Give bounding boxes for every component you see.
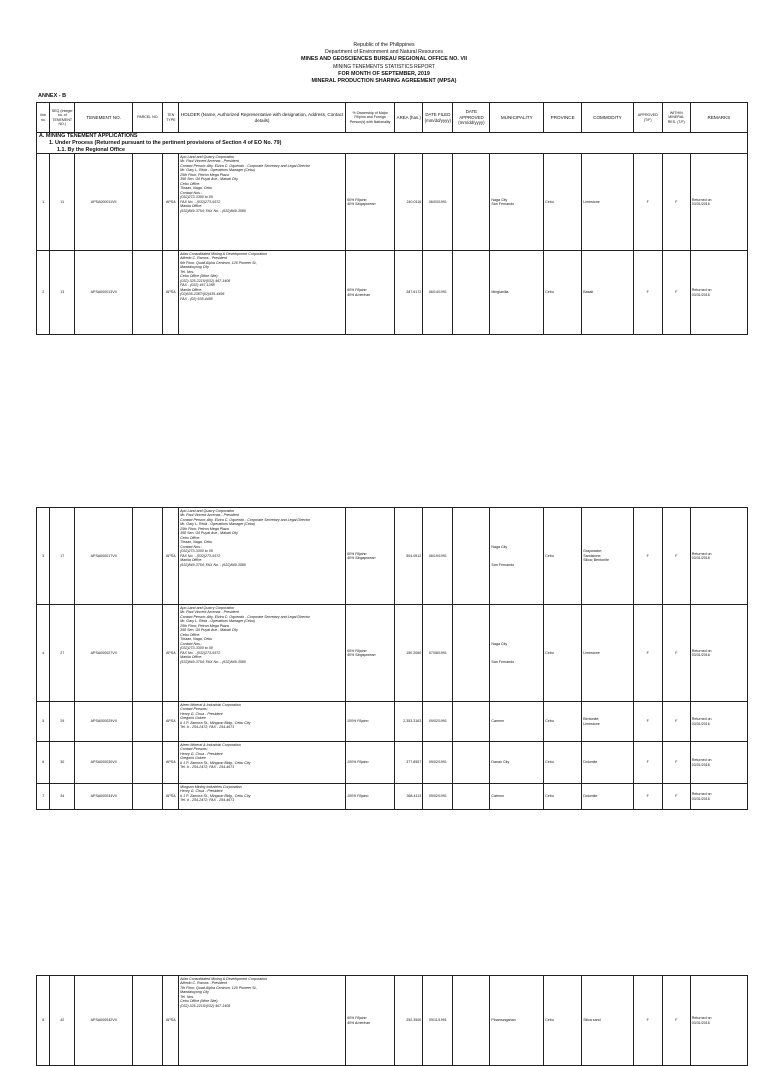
cell-province: Cebu bbox=[544, 605, 582, 702]
cell-approved: F bbox=[633, 742, 662, 784]
col-municipality: MUNICIPALITY bbox=[490, 103, 544, 133]
cell-tenement-no: APSA000027VII bbox=[75, 605, 133, 702]
cell-holder: Mingson Mining Industries Corporation Henry G. Chua - President # 1 P. Zamora St., Mingson Bldg., Cebu City Tel. # - 254-2472; FAX - 254-4671 bbox=[179, 784, 346, 810]
cell-holder: Atlas Consolidated Mining & Development Corporation Alfredo C. Ramos - President 6th Floor, Quad Alpha Centrum, 125 Pioneer St., Mandaluyong City Tel. Nos. Cebu Office (Mine Site): (032) 325-2215/(032) 467-1408 FAX - (032) 467-1288 Manila Office: (02)635-2387/(02)635-4495 FAX - (02) 635-4495 bbox=[179, 251, 346, 335]
col-date-approved: DATE APPROVED (mm/dd/yyyy) bbox=[453, 103, 490, 133]
cell-municipality: Naga City San Fernando bbox=[490, 508, 544, 605]
cell-date-filed: 06/03/1991 bbox=[423, 154, 453, 251]
tenement-table-page-1 bbox=[36, 102, 748, 335]
cell-commodity: Basalt bbox=[582, 251, 634, 335]
cell-tenement-no: APSA000017VII bbox=[75, 508, 133, 605]
cell-province: Cebu bbox=[544, 251, 582, 335]
cell-remarks: Returned on 03/31/2016 bbox=[690, 976, 747, 1066]
cell-commodity: Dolomite bbox=[582, 784, 634, 810]
cell-seq-no: 17 bbox=[50, 508, 75, 605]
cell-date-filed: 09/11/1991 bbox=[423, 976, 453, 1066]
cell-seq-no: 11 bbox=[50, 154, 75, 251]
cell-area: 287.6172 bbox=[395, 251, 423, 335]
cell-commodity: Dolomite bbox=[582, 742, 634, 784]
cell-date-filed: 06/19/1991 bbox=[423, 508, 453, 605]
col-commodity: COMMODITY bbox=[582, 103, 634, 133]
cell-within-res: F bbox=[662, 976, 690, 1066]
cell-line-no: 7 bbox=[37, 784, 50, 810]
cell-ten-type: APSA bbox=[163, 976, 179, 1066]
cell-remarks: Returned on 03/31/2016 bbox=[690, 605, 747, 702]
cell-municipality: Carmen bbox=[490, 702, 544, 742]
table-row bbox=[37, 251, 748, 335]
cell-remarks: Returned on 03/31/2016 bbox=[690, 784, 747, 810]
cell-parcel-no bbox=[133, 251, 163, 335]
cell-within-res: F bbox=[662, 605, 690, 702]
cell-approved: F bbox=[633, 154, 662, 251]
cell-holder: Aleen Mineral & Industrial Corporation Contact Persons: Henry G. Chua - President Gregorio Gokee # 1 P. Zamora St., Mingson Bldg., Cebu City Tel. # - 254-2472; FAX - 254-4671 bbox=[179, 742, 346, 784]
cell-municipality: Naga City San Fernando bbox=[490, 154, 544, 251]
cell-seq-no: 30 bbox=[50, 742, 75, 784]
cell-commodity: Limestone bbox=[582, 154, 634, 251]
col-parcel-no: PARCEL NO. bbox=[133, 103, 163, 133]
cell-area: 150.2060 bbox=[395, 605, 423, 702]
cell-ten-type: APSA bbox=[163, 508, 179, 605]
cell-ten-type: APSA bbox=[163, 742, 179, 784]
cell-parcel-no bbox=[133, 154, 163, 251]
tenement-table-page-2 bbox=[36, 507, 748, 810]
cell-date-filed: 06/14/1991 bbox=[423, 251, 453, 335]
cell-ten-type: APSA bbox=[163, 605, 179, 702]
cell-approved: F bbox=[633, 784, 662, 810]
header-mpsa: MINERAL PRODUCTION SHARING AGREEMENT (MPSA) bbox=[311, 78, 457, 84]
cell-within-res: F bbox=[662, 702, 690, 742]
cell-seq-no: 42 bbox=[50, 976, 75, 1066]
col-tenement-no: TENEMENT NO. bbox=[75, 103, 133, 133]
cell-municipality: Naga City San Fernando bbox=[490, 605, 544, 702]
table-row bbox=[37, 742, 748, 784]
cell-province: Cebu bbox=[544, 508, 582, 605]
cell-ownership: 60% Filipino 40% American bbox=[345, 251, 394, 335]
cell-province: Cebu bbox=[544, 154, 582, 251]
cell-date-approved bbox=[453, 702, 490, 742]
section-a1: 1. Under Process (Returned pursuant to the pertinent provisions of Section 4 of EO No. 79) bbox=[37, 140, 748, 147]
col-province: PROVINCE bbox=[544, 103, 582, 133]
cell-date-approved bbox=[453, 154, 490, 251]
cell-remarks: Returned on 03/31/2016 bbox=[690, 154, 747, 251]
header-department: Department of Environment and Natural Resources bbox=[325, 49, 443, 55]
cell-line-no: 1 bbox=[37, 154, 50, 251]
cell-seq-no: 29 bbox=[50, 702, 75, 742]
header-republic: Republic of the Philippines bbox=[353, 42, 415, 48]
cell-line-no: 4 bbox=[37, 605, 50, 702]
col-ten-type: TEN TYPE bbox=[163, 103, 179, 133]
table-row bbox=[37, 976, 748, 1066]
cell-province: Cebu bbox=[544, 702, 582, 742]
cell-within-res: F bbox=[662, 742, 690, 784]
cell-ten-type: APSA bbox=[163, 251, 179, 335]
cell-date-filed: 09/02/1991 bbox=[423, 702, 453, 742]
cell-holder: Apo Land and Quarry Corporation Mr. Paul Vincent Arcenas - President Contact Person: Atty. Elvira C. Oquendo - Corporate Secretary and Legal Director Mr. Gary L. Riola - Operations Manager (Cebu) 25th Floor, Petron Mega Plaza 358 Sen. Gil Puyat Ave., Makati City Cebu Office: Tinaan, Naga, Cebu Contact Nos.: (032)273-3300 to 09 FAX No. - (032)273-9372 Manila Office: (632)849-3754; FAX No. - (632)849-3580 bbox=[179, 154, 346, 251]
cell-ownership: 60% Filipino 40% American bbox=[345, 976, 394, 1066]
cell-parcel-no bbox=[133, 605, 163, 702]
cell-holder: Atlas Consolidated Mining & Development Corporation Alfredo C. Ramos - President 7th Floor, Quad Alpha Centrum, 125 Pioneer St., Mandaluyong City Tel. Nos. Cebu Office (Mine Site): (032) 325-2215/(032) 467-1408 bbox=[179, 976, 346, 1066]
cell-commodity: Limestone bbox=[582, 605, 634, 702]
cell-seq-no: 13 bbox=[50, 251, 75, 335]
cell-area: 252.3506 bbox=[395, 976, 423, 1066]
cell-ownership: 60% Filipino 40% Singaporean bbox=[345, 508, 394, 605]
cell-area: 377.8957 bbox=[395, 742, 423, 784]
cell-parcel-no bbox=[133, 976, 163, 1066]
cell-ten-type: APSA bbox=[163, 784, 179, 810]
table-row bbox=[37, 154, 748, 251]
cell-tenement-no: APSA000030VII bbox=[75, 742, 133, 784]
cell-ownership: 60% Filipino 40% Singaporean bbox=[345, 605, 394, 702]
cell-parcel-no bbox=[133, 702, 163, 742]
cell-approved: F bbox=[633, 702, 662, 742]
cell-date-filed: 09/02/1991 bbox=[423, 742, 453, 784]
cell-area: 368.4113 bbox=[395, 784, 423, 810]
cell-commodity: Silica sand bbox=[582, 976, 634, 1066]
cell-within-res: F bbox=[662, 251, 690, 335]
col-date-filed: DATE FILED (mm/dd/yyyy) bbox=[423, 103, 453, 133]
cell-within-res: F bbox=[662, 154, 690, 251]
table-row bbox=[37, 508, 748, 605]
cell-province: Cebu bbox=[544, 976, 582, 1066]
cell-remarks: Returned on 03/31/2016 bbox=[690, 702, 747, 742]
cell-parcel-no bbox=[133, 508, 163, 605]
col-within-res: WITHIN MINERAL RES. (T/F) bbox=[662, 103, 690, 133]
cell-area: 504.0512 bbox=[395, 508, 423, 605]
cell-line-no: 2 bbox=[37, 251, 50, 335]
cell-approved: F bbox=[633, 251, 662, 335]
cell-seq-no: 27 bbox=[50, 605, 75, 702]
cell-approved: F bbox=[633, 605, 662, 702]
cell-date-approved bbox=[453, 742, 490, 784]
cell-date-approved bbox=[453, 976, 490, 1066]
cell-municipality: Pinamungahan bbox=[490, 976, 544, 1066]
cell-remarks: Returned on 03/31/2016 bbox=[690, 742, 747, 784]
cell-tenement-no: APSA000011VII bbox=[75, 154, 133, 251]
cell-line-no: 6 bbox=[37, 742, 50, 784]
cell-date-approved bbox=[453, 784, 490, 810]
cell-area: 240.0116 bbox=[395, 154, 423, 251]
cell-commodity: Bentonite; Limestone bbox=[582, 702, 634, 742]
cell-province: Cebu bbox=[544, 742, 582, 784]
cell-date-filed: 09/02/1991 bbox=[423, 784, 453, 810]
table-header-row bbox=[37, 103, 748, 133]
table-row bbox=[37, 784, 748, 810]
cell-parcel-no bbox=[133, 742, 163, 784]
cell-ownership: 100% Filipino bbox=[345, 742, 394, 784]
cell-ownership: 60% Filipino 40% Singaporean bbox=[345, 154, 394, 251]
cell-holder: Aleen Mineral & Industrial Corporation Contact Persons: Henry G. Chua - President Gregorio Gokee # 1 P. Zamora St., Mingson Bldg., Cebu City Tel. # - 254-2472; FAX - 254-4671 bbox=[179, 702, 346, 742]
cell-tenement-no: APSA000013VII bbox=[75, 251, 133, 335]
section-a: A. MINING TENEMENT APPLICATIONS bbox=[37, 133, 748, 140]
cell-line-no: 3 bbox=[37, 508, 50, 605]
cell-line-no: 5 bbox=[37, 702, 50, 742]
cell-holder: Apo Land and Quarry Corporation Mr. Paul Vincent Arcenas - President Contact Person: Atty. Elvira C. Oquendo - Corporate Secretary and Legal Director Mr. Gary L. Riola - Operations Manager (Cebu) 25th Floor, Petron Mega Plaza 358 Sen. Gil Puyat Ave., Makati City Cebu Office: Tinaan, Naga, Cebu Contact Nos.: (032)273-3300 to 09 FAX No. - (032)273-9372 Manila Office: (632)849-3754; FAX No. - (632)849-3580 bbox=[179, 605, 346, 702]
cell-ownership: 100% Filipino bbox=[345, 784, 394, 810]
col-holder: HOLDER (Name, Authorized Representative with designation, Address, Contact details) bbox=[179, 103, 346, 133]
cell-municipality: Catmon bbox=[490, 784, 544, 810]
cell-commodity: Graywacke; Sandstone; Silica; Bentonite bbox=[582, 508, 634, 605]
cell-date-approved bbox=[453, 605, 490, 702]
cell-municipality: Danao City bbox=[490, 742, 544, 784]
header-bureau: MINES AND GEOSCIENCES BUREAU REGIONAL OFFICE NO. VII bbox=[301, 56, 467, 62]
cell-ten-type: APSA bbox=[163, 702, 179, 742]
tenement-table-page-3 bbox=[36, 975, 748, 1066]
col-seq-no: SEQ (Integer no. of TENEMENT NO.) bbox=[50, 103, 75, 133]
cell-seq-no: 34 bbox=[50, 784, 75, 810]
cell-date-approved bbox=[453, 251, 490, 335]
cell-within-res: F bbox=[662, 508, 690, 605]
cell-tenement-no: APSA000034VII bbox=[75, 784, 133, 810]
cell-ten-type: APSA bbox=[163, 154, 179, 251]
cell-date-filed: 07/08/1991 bbox=[423, 605, 453, 702]
cell-remarks: Returned on 03/31/2016 bbox=[690, 508, 747, 605]
cell-parcel-no bbox=[133, 784, 163, 810]
header-report-title: MINING TENEMENTS STATISTICS REPORT bbox=[333, 64, 435, 70]
cell-approved: F bbox=[633, 976, 662, 1066]
annex-label: ANNEX - B bbox=[38, 93, 67, 99]
col-approved: APPROVED (T/F) bbox=[633, 103, 662, 133]
cell-holder: Apo Land and Quarry Corporation Mr. Paul Vincent Arcenas - President Contact Person: Atty. Elvira C. Oquendo - Corporate Secretary and Legal Director Mr. Gary L. Riola - Operations Manager (Cebu) 25th Floor, Petron Mega Plaza 358 Sen. Gil Puyat Ave., Makati City Cebu Office: Tinaan, Naga, Cebu Contact Nos.: (032)273-3300 to 09 FAX No. - (032)273-9372 Manila Office: (632)849-3754; FAX No. - (632)849-3580 bbox=[179, 508, 346, 605]
table-row bbox=[37, 702, 748, 742]
cell-tenement-no: APSA000042VII bbox=[75, 976, 133, 1066]
cell-approved: F bbox=[633, 508, 662, 605]
cell-date-approved bbox=[453, 508, 490, 605]
cell-municipality: Minglanilla bbox=[490, 251, 544, 335]
cell-ownership: 100% Filipino bbox=[345, 702, 394, 742]
col-remarks: REMARKS bbox=[690, 103, 747, 133]
col-ownership: % Ownership of Major Filipino and Foreign Person(s) with Nationality bbox=[345, 103, 394, 133]
cell-province: Cebu bbox=[544, 784, 582, 810]
cell-tenement-no: APSA000029VII bbox=[75, 702, 133, 742]
col-line-no: line no. bbox=[37, 103, 50, 133]
section-a11: 1.1. By the Regional Office bbox=[37, 147, 748, 154]
col-area: AREA (has.) bbox=[395, 103, 423, 133]
cell-line-no: 8 bbox=[37, 976, 50, 1066]
cell-area: 2,353.3163 bbox=[395, 702, 423, 742]
cell-within-res: F bbox=[662, 784, 690, 810]
header-month: FOR MONTH OF SEPTEMBER, 2019 bbox=[338, 71, 430, 77]
table-row bbox=[37, 605, 748, 702]
cell-remarks: Returned on 03/31/2016 bbox=[690, 251, 747, 335]
